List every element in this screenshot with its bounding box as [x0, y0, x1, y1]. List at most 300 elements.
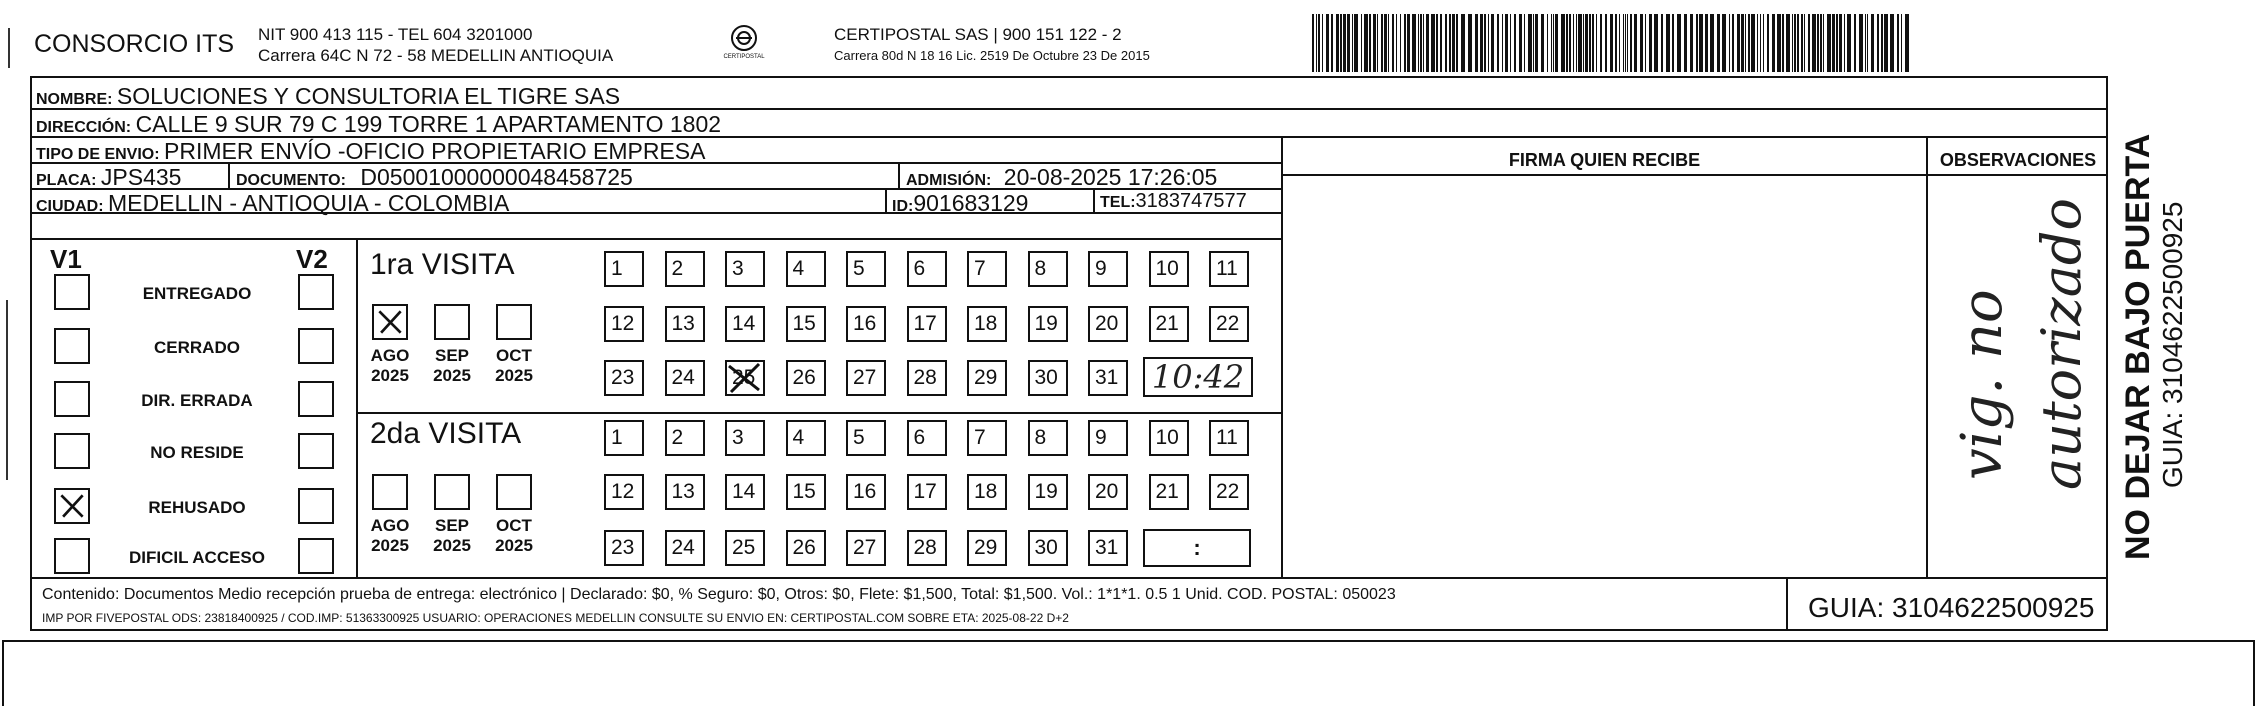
- barcode-bar: [1745, 14, 1746, 72]
- no-dejar-bajo-puerta: NO DEJAR BAJO PUERTA: [2119, 133, 2157, 560]
- v1-checkbox[interactable]: [54, 381, 90, 417]
- barcode-bar: [1832, 14, 1835, 72]
- barcode-bar: [1592, 14, 1594, 72]
- divider: [898, 162, 900, 188]
- barcode-bar: [1547, 14, 1548, 72]
- barcode-bar: [1452, 14, 1455, 72]
- barcode-bar: [1677, 14, 1681, 72]
- visit1-day-box[interactable]: 26: [786, 360, 826, 396]
- documento-label: DOCUMENTO:: [236, 172, 346, 189]
- tel-label: TEL:: [1100, 194, 1136, 211]
- barcode-bar: [1340, 14, 1342, 72]
- barcode-bar: [1610, 14, 1613, 72]
- visit2-day-box[interactable]: 18: [967, 474, 1007, 510]
- visit2-day-box[interactable]: 1: [604, 420, 644, 456]
- barcode-bar: [1461, 14, 1465, 72]
- nombre-field: [36, 83, 620, 110]
- direccion-label: DIRECCIÓN:: [36, 119, 132, 136]
- barcode-bar: [1373, 14, 1376, 72]
- barcode-bar: [1514, 14, 1516, 72]
- barcode-bar: [1404, 14, 1406, 72]
- visit1-month-label: [422, 346, 482, 386]
- barcode-bar: [1666, 14, 1670, 72]
- barcode-bar: [1555, 14, 1558, 72]
- visit1-day-box[interactable]: 22: [1209, 306, 1249, 342]
- placa-field: [36, 164, 181, 191]
- visit1-day-box[interactable]: 7: [967, 251, 1007, 287]
- barcode-bar: [1407, 14, 1410, 72]
- visit1-day-box[interactable]: 29: [967, 360, 1007, 396]
- visit1-day-box[interactable]: 21: [1149, 306, 1189, 342]
- visit1-day-box[interactable]: 28: [907, 360, 947, 396]
- visit2-day-box[interactable]: 2: [665, 420, 705, 456]
- v1-checkbox[interactable]: [54, 274, 90, 310]
- barcode-bar: [1561, 14, 1565, 72]
- barcode-bar: [1576, 14, 1577, 72]
- barcode-bar: [1352, 14, 1353, 72]
- status-label: CERRADO: [154, 338, 240, 357]
- month-name: OCT: [496, 346, 532, 365]
- v2-checkbox[interactable]: [298, 328, 334, 364]
- barcode-bar: [1615, 14, 1617, 72]
- barcode-bar: [1865, 14, 1866, 72]
- documento-value: D05001000000048458725: [360, 164, 633, 190]
- barcode-bar: [1905, 14, 1909, 72]
- barcode-bar: [1732, 14, 1734, 72]
- admision-value: 20-08-2025 17:26:05: [1003, 164, 1218, 190]
- barcode-bar: [1535, 14, 1538, 72]
- barcode-bar: [1589, 14, 1591, 72]
- visit2-month-checkbox[interactable]: [434, 474, 470, 510]
- barcode-bar: [1505, 14, 1508, 72]
- barcode-bar: [1634, 14, 1637, 72]
- barcode-bar: [1630, 14, 1632, 72]
- divider: [356, 238, 358, 577]
- barcode-bar: [1729, 14, 1730, 72]
- barcode-bar: [1585, 14, 1588, 72]
- divider: [356, 412, 1282, 414]
- barcode-bar: [1420, 14, 1422, 72]
- barcode-bar: [1792, 14, 1793, 72]
- barcode-bar: [1318, 14, 1320, 72]
- visit2-day-box[interactable]: 29: [967, 530, 1007, 566]
- barcode-bar: [1722, 14, 1726, 72]
- status-label: NO RESIDE: [150, 443, 244, 462]
- visit2-day-box[interactable]: 30: [1028, 530, 1068, 566]
- barcode-bar: [1426, 14, 1429, 72]
- barcode-bar: [1600, 14, 1602, 72]
- barcode-bar: [1488, 14, 1489, 72]
- observaciones-title: OBSERVACIONES: [1939, 150, 2097, 170]
- visit1-day-box[interactable]: 12: [604, 306, 644, 342]
- footer-imp: IMP POR FIVEPOSTAL ODS: 23818400925 / COD.IMP: 51363300925 USUARIO: OPERACIONES MEDELLIN CONSULTE SU ENVIO EN: CERTIPOSTAL.COM SOBRE ETA: 2025-08-22 D+2: [42, 611, 1069, 625]
- visit2-day-box[interactable]: 5: [846, 420, 886, 456]
- visit2-day-box[interactable]: 8: [1028, 420, 1068, 456]
- divider: [1282, 174, 2108, 176]
- divider: [1093, 188, 1095, 212]
- nit-line: NIT 900 413 115 - TEL 604 3201000: [258, 25, 533, 44]
- nombre-value: SOLUCIONES Y CONSULTORIA EL TIGRE SAS: [116, 83, 621, 109]
- barcode-bar: [1384, 14, 1387, 72]
- status-label: DIR. ERRADA: [141, 391, 253, 410]
- barcode-bar: [1808, 14, 1810, 72]
- barcode-bar: [1369, 14, 1371, 72]
- barcode-bar: [1502, 14, 1503, 72]
- divider: [30, 238, 1282, 240]
- visit1-day-box[interactable]: 11: [1209, 251, 1249, 287]
- barcode-bar: [1619, 14, 1620, 72]
- visit1-day-box[interactable]: 10: [1149, 251, 1189, 287]
- visit1-day-box[interactable]: 14: [725, 306, 765, 342]
- month-name: OCT: [496, 516, 532, 535]
- visit2-day-box[interactable]: 12: [604, 474, 644, 510]
- side-guia: GUIA: 3104622500925: [2157, 201, 2188, 488]
- barcode-bar: [1763, 14, 1764, 72]
- v1-checkbox[interactable]: [54, 433, 90, 469]
- barcode-bar: [1854, 14, 1856, 72]
- direccion-field: [36, 111, 721, 138]
- barcode-bar: [1510, 14, 1511, 72]
- visit1-day-box[interactable]: 8: [1028, 251, 1068, 287]
- v2-checkbox[interactable]: [298, 488, 334, 524]
- company-name: CONSORCIO ITS: [34, 30, 235, 58]
- direccion-value: CALLE 9 SUR 79 C 199 TORRE 1 APARTAMENTO 1802: [135, 111, 722, 137]
- visit1-day-box[interactable]: 1: [604, 251, 644, 287]
- barcode-bar: [1844, 14, 1845, 72]
- barcode-bar: [1804, 14, 1805, 72]
- visit1-day-box[interactable]: 3: [725, 251, 765, 287]
- visit1-day-box[interactable]: 2: [665, 251, 705, 287]
- barcode-bar: [1392, 14, 1394, 72]
- tel-field: [1100, 190, 1247, 213]
- barcode-bar: [1343, 14, 1346, 72]
- visit1-day-box[interactable]: 20: [1088, 306, 1128, 342]
- barcode-bar: [1777, 14, 1781, 72]
- barcode-bar: [1326, 14, 1329, 72]
- scan-mark: [8, 28, 10, 68]
- barcode-bar: [1817, 14, 1819, 72]
- visit2-day-box[interactable]: 9: [1088, 420, 1128, 456]
- barcode-bar: [1388, 14, 1389, 72]
- certipostal-info: [834, 24, 1150, 66]
- visit1-day-box[interactable]: 15: [786, 306, 826, 342]
- visit2-month-checkbox[interactable]: [496, 474, 532, 510]
- month-year: 2025: [371, 536, 409, 555]
- barcode-bar: [1782, 14, 1784, 72]
- logo-text: CERTIPOSTAL: [723, 54, 765, 60]
- visit1-day-box[interactable]: 16: [846, 306, 886, 342]
- visit2-month-label: [360, 516, 420, 556]
- visit2-month-checkbox[interactable]: [372, 474, 408, 510]
- barcode-bar: [1423, 14, 1424, 72]
- barcode-bar: [1524, 14, 1525, 72]
- firma-title: FIRMA QUIEN RECIBE: [1508, 150, 1701, 170]
- barcode-bar: [1890, 14, 1894, 72]
- barcode-bar: [1786, 14, 1790, 72]
- visit1-day-box[interactable]: 23: [604, 360, 644, 396]
- id-label: ID:: [892, 198, 914, 215]
- barcode-bar: [1661, 14, 1663, 72]
- ciudad-field: [36, 190, 509, 217]
- barcode-bar: [1347, 14, 1350, 72]
- barcode-bar: [1625, 14, 1626, 72]
- visit1-title: 1ra VISITA: [370, 248, 515, 281]
- barcode-bar: [1541, 14, 1544, 72]
- tipo-envio-value: PRIMER ENVÍO -OFICIO PROPIETARIO EMPRESA: [164, 138, 706, 164]
- company-address: Carrera 64C N 72 - 58 MEDELLIN ANTIOQUIA: [258, 46, 614, 65]
- barcode-bar: [1772, 14, 1775, 72]
- certipostal-address: Carrera 80d N 18 16 Lic. 2519 De Octubre 23 De 2015: [834, 48, 1150, 63]
- placa-label: PLACA:: [36, 172, 97, 189]
- barcode-bar: [1847, 14, 1851, 72]
- visit2-day-box[interactable]: 25: [725, 530, 765, 566]
- visit2-day-box[interactable]: 3: [725, 420, 765, 456]
- v2-header: V2: [296, 244, 328, 274]
- visit2-month-label: [422, 516, 482, 556]
- id-field: [892, 190, 1028, 217]
- visit2-title: 2da VISITA: [370, 417, 522, 450]
- divider: [1786, 577, 1788, 631]
- visit1-day-box[interactable]: 13: [665, 306, 705, 342]
- month-name: AGO: [370, 516, 410, 535]
- visit2-day-box[interactable]: 26: [786, 530, 826, 566]
- visit1-day-box[interactable]: 4: [786, 251, 826, 287]
- visit2-day-box[interactable]: 22: [1209, 474, 1249, 510]
- visit1-time[interactable]: 10:42: [1143, 357, 1253, 397]
- barcode-bar: [1361, 14, 1362, 72]
- barcode-bar: [1684, 14, 1687, 72]
- barcode-bar: [1336, 14, 1339, 72]
- barcode-bar: [1480, 14, 1483, 72]
- barcode-bar: [1699, 14, 1703, 72]
- visit2-day-box[interactable]: 7: [967, 420, 1007, 456]
- visit1-month-checkbox[interactable]: [434, 304, 470, 340]
- tipo-envio-label: TIPO DE ENVIO:: [36, 146, 160, 163]
- visit1-month-label: [484, 346, 544, 386]
- barcode-bar: [1456, 14, 1458, 72]
- barcode: [1312, 14, 1912, 72]
- visit2-day-box[interactable]: 13: [665, 474, 705, 510]
- documento-field: [236, 164, 633, 191]
- visit1-day-box[interactable]: 27: [846, 360, 886, 396]
- visit2-day-box[interactable]: 27: [846, 530, 886, 566]
- v1-checkbox[interactable]: [54, 328, 90, 364]
- barcode-bar: [1767, 14, 1769, 72]
- admision-label: ADMISIÓN:: [906, 172, 992, 189]
- status-label: REHUSADO: [148, 498, 246, 517]
- observation-handwriting-line2: autorizado: [2030, 198, 2093, 490]
- barcode-bar: [1573, 14, 1574, 72]
- visit1-month-checkbox[interactable]: [496, 304, 532, 340]
- barcode-bar: [1859, 14, 1863, 72]
- v1-checkbox[interactable]: [54, 538, 90, 574]
- month-year: 2025: [433, 366, 471, 385]
- company-info: [258, 24, 613, 66]
- barcode-bar: [1801, 14, 1803, 72]
- barcode-bar: [1640, 14, 1643, 72]
- barcode-bar: [1757, 14, 1758, 72]
- barcode-bar: [1412, 14, 1416, 72]
- ciudad-value: MEDELLIN - ANTIOQUIA - COLOMBIA: [108, 190, 510, 216]
- barcode-bar: [1877, 14, 1879, 72]
- month-name: AGO: [370, 346, 410, 365]
- month-name: SEP: [434, 516, 470, 535]
- barcode-bar: [1436, 14, 1438, 72]
- barcode-bar: [1431, 14, 1435, 72]
- barcode-bar: [1316, 14, 1317, 72]
- v1-header: V1: [50, 244, 82, 274]
- barcode-bar: [1605, 14, 1607, 72]
- barcode-bar: [1737, 14, 1740, 72]
- visit2-day-box[interactable]: 14: [725, 474, 765, 510]
- nombre-label: NOMBRE:: [36, 91, 113, 108]
- visit2-day-box[interactable]: 17: [907, 474, 947, 510]
- barcode-bar: [1566, 14, 1568, 72]
- visit2-day-box[interactable]: 10: [1149, 420, 1189, 456]
- barcode-bar: [1381, 14, 1383, 72]
- barcode-bar: [1596, 14, 1597, 72]
- barcode-bar: [1491, 14, 1494, 72]
- id-value: 901683129: [913, 190, 1029, 216]
- placa-value: JPS435: [100, 164, 182, 190]
- barcode-bar: [1418, 14, 1419, 72]
- barcode-bar: [1717, 14, 1720, 72]
- barcode-bar: [1440, 14, 1442, 72]
- barcode-bar: [1672, 14, 1674, 72]
- visit1-day-box[interactable]: 17: [907, 306, 947, 342]
- day-check-mark: [725, 360, 765, 396]
- barcode-bar: [1445, 14, 1447, 72]
- month-year: 2025: [495, 366, 533, 385]
- barcode-bar: [1797, 14, 1799, 72]
- divider: [228, 162, 230, 188]
- barcode-bar: [1884, 14, 1888, 72]
- status-label: DIFICIL ACCESO: [128, 548, 265, 567]
- visit2-time[interactable]: :: [1143, 529, 1251, 567]
- barcode-bar: [1751, 14, 1755, 72]
- month-name: SEP: [434, 346, 470, 365]
- visit2-day-box[interactable]: 23: [604, 530, 644, 566]
- visit1-day-box[interactable]: 31: [1088, 360, 1128, 396]
- barcode-bar: [1827, 14, 1831, 72]
- divider: [1281, 136, 1283, 577]
- v1-checkbox[interactable]: [54, 488, 90, 524]
- barcode-bar: [1820, 14, 1822, 72]
- barcode-bar: [1322, 14, 1323, 72]
- barcode-bar: [1705, 14, 1708, 72]
- month-year: 2025: [495, 536, 533, 555]
- certipostal-line: CERTIPOSTAL SAS | 900 151 122 - 2: [834, 25, 1122, 44]
- ciudad-label: CIUDAD:: [36, 198, 104, 215]
- visit1-day-box[interactable]: 6: [907, 251, 947, 287]
- visit2-day-box[interactable]: 31: [1088, 530, 1128, 566]
- v2-checkbox[interactable]: [298, 381, 334, 417]
- divider: [30, 577, 2108, 579]
- tipo-envio-field: [36, 138, 705, 165]
- divider: [885, 188, 887, 212]
- barcode-bar: [1497, 14, 1499, 72]
- barcode-bar: [1354, 14, 1358, 72]
- barcode-bar: [1897, 14, 1899, 72]
- status-label: ENTREGADO: [142, 284, 252, 303]
- v2-checkbox[interactable]: [298, 274, 334, 310]
- barcode-bar: [1484, 14, 1486, 72]
- barcode-bar: [1396, 14, 1397, 72]
- visit2-day-box[interactable]: 28: [907, 530, 947, 566]
- divider: [1926, 136, 1928, 577]
- barcode-bar: [1312, 14, 1314, 72]
- admision-field: [906, 164, 1217, 191]
- barcode-bar: [1748, 14, 1750, 72]
- barcode-bar: [1836, 14, 1838, 72]
- visit1-day-box[interactable]: 5: [846, 251, 886, 287]
- barcode-bar: [1710, 14, 1714, 72]
- barcode-bar: [1519, 14, 1522, 72]
- barcode-bar: [1553, 14, 1554, 72]
- footer-guia: GUIA: 3104622500925: [1808, 592, 2095, 623]
- barcode-bar: [1583, 14, 1584, 72]
- month-year: 2025: [433, 536, 471, 555]
- observation-handwriting-line1: vig. no: [1950, 289, 2015, 480]
- barcode-bar: [1839, 14, 1842, 72]
- certipostal-logo: [714, 22, 774, 66]
- v2-checkbox[interactable]: [298, 538, 334, 574]
- visit2-day-box[interactable]: 21: [1149, 474, 1189, 510]
- visit1-day-box[interactable]: 19: [1028, 306, 1068, 342]
- barcode-bar: [1881, 14, 1883, 72]
- scan-mark: [6, 300, 8, 480]
- barcode-bar: [1623, 14, 1624, 72]
- barcode-bar: [1760, 14, 1761, 72]
- month-year: 2025: [371, 366, 409, 385]
- barcode-bar: [1645, 14, 1646, 72]
- barcode-bar: [1331, 14, 1333, 72]
- footer-contenido: Contenido: Documentos Medio recepción prueba de entrega: electrónico | Declarado: $0, % Seguro: $0, Otros: $0, Flete: $1,500, Total: $1,500. Vol.: 1*1*1. 0.5 1 Unid. COD. POSTAL: 050023: [42, 586, 1396, 603]
- visit2-day-box[interactable]: 16: [846, 474, 886, 510]
- barcode-bar: [1528, 14, 1532, 72]
- visit1-month-checkbox[interactable]: [372, 304, 408, 340]
- barcode-bar: [1627, 14, 1628, 72]
- visit2-day-box[interactable]: 11: [1209, 420, 1249, 456]
- barcode-bar: [1901, 14, 1902, 72]
- visit2-day-box[interactable]: 19: [1028, 474, 1068, 510]
- barcode-bar: [1690, 14, 1693, 72]
- visit1-day-box[interactable]: 9: [1088, 251, 1128, 287]
- barcode-bar: [1696, 14, 1698, 72]
- barcode-bar: [1569, 14, 1571, 72]
- barcode-bar: [1794, 14, 1796, 72]
- v2-checkbox[interactable]: [298, 433, 334, 469]
- visit2-day-box[interactable]: 6: [907, 420, 947, 456]
- visit2-day-box[interactable]: 15: [786, 474, 826, 510]
- barcode-bar: [1551, 14, 1552, 72]
- barcode-bar: [1649, 14, 1652, 72]
- barcode-bar: [1578, 14, 1582, 72]
- visit2-day-box[interactable]: 4: [786, 420, 826, 456]
- visit2-day-box[interactable]: 24: [665, 530, 705, 566]
- visit2-day-box[interactable]: 20: [1088, 474, 1128, 510]
- barcode-bar: [1533, 14, 1534, 72]
- barcode-bar: [1364, 14, 1368, 72]
- barcode-bar: [1654, 14, 1658, 72]
- visit1-day-box[interactable]: 30: [1028, 360, 1068, 396]
- barcode-bar: [1468, 14, 1472, 72]
- lower-sheet-edge: [2, 640, 2255, 706]
- tel-value: 3183747577: [1135, 190, 1247, 212]
- visit1-day-box[interactable]: 25: [725, 360, 765, 396]
- visit1-day-box[interactable]: 18: [967, 306, 1007, 342]
- visit1-day-box[interactable]: 24: [665, 360, 705, 396]
